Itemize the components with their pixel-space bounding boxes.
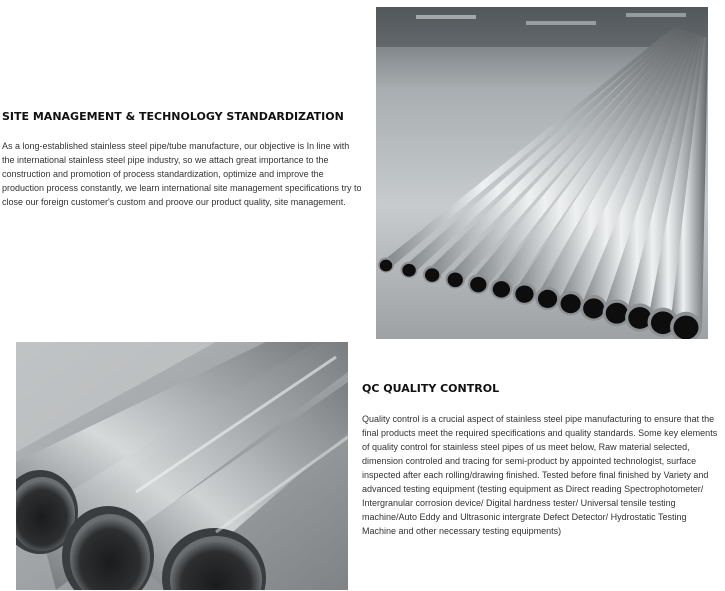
qc-quality-control-text: Quality control is a crucial aspect of stainless steel pipe manufacturing to ensure that the final products meet the required specifications and quality standards. Some key elements of quality control for stainless steel pipes of us meet below, Raw material selected, dimension controled and tracing for semi-product by appointed technologist, surface inspected after each rolling/drawing finished. Tested before final finished by Variety and advanced testing equipment (testing equipment as Direct reading Spectrophotometer/ Intergranular corrosion device/ Digital hardness tester/ Universal tensile testing machine/Auto Eddy and Ultrasonic intergrate Defect Detector/ Hydrostatic Testing Machine and other necessary testing equipments) bbox=[362, 414, 718, 536]
tube-bore bbox=[538, 290, 557, 308]
tube-bore bbox=[628, 307, 651, 329]
tube-bore bbox=[674, 316, 699, 339]
tube-bore bbox=[448, 273, 463, 288]
site-management-text: As a long-established stainless steel pipe/tube manufacture, our objective is In line with the international stainless steel pipe industry, so we attach great importance to the construction and promotion of process standardization, optimize and improve the production process constantly, we learn international site management specifications try to close our foreign customer's custom and proove our product quality, site management. bbox=[2, 141, 362, 207]
tube-bore bbox=[606, 303, 628, 324]
tube-bore bbox=[402, 264, 415, 277]
tube-bore bbox=[493, 281, 510, 297]
tube-bore bbox=[561, 294, 581, 313]
tube-bore bbox=[425, 268, 439, 282]
tube-bore bbox=[380, 260, 392, 272]
tube-bore bbox=[470, 277, 486, 292]
tube-bore bbox=[583, 298, 604, 318]
site-management-title: SITE MANAGEMENT & TECHNOLOGY STANDARDIZATION bbox=[2, 110, 344, 123]
tube-bore bbox=[515, 285, 533, 302]
qc-quality-control-title: QC QUALITY CONTROL bbox=[362, 382, 500, 395]
large-steel-pipes-photo bbox=[16, 342, 348, 590]
stainless-tubes-photo bbox=[376, 7, 708, 339]
